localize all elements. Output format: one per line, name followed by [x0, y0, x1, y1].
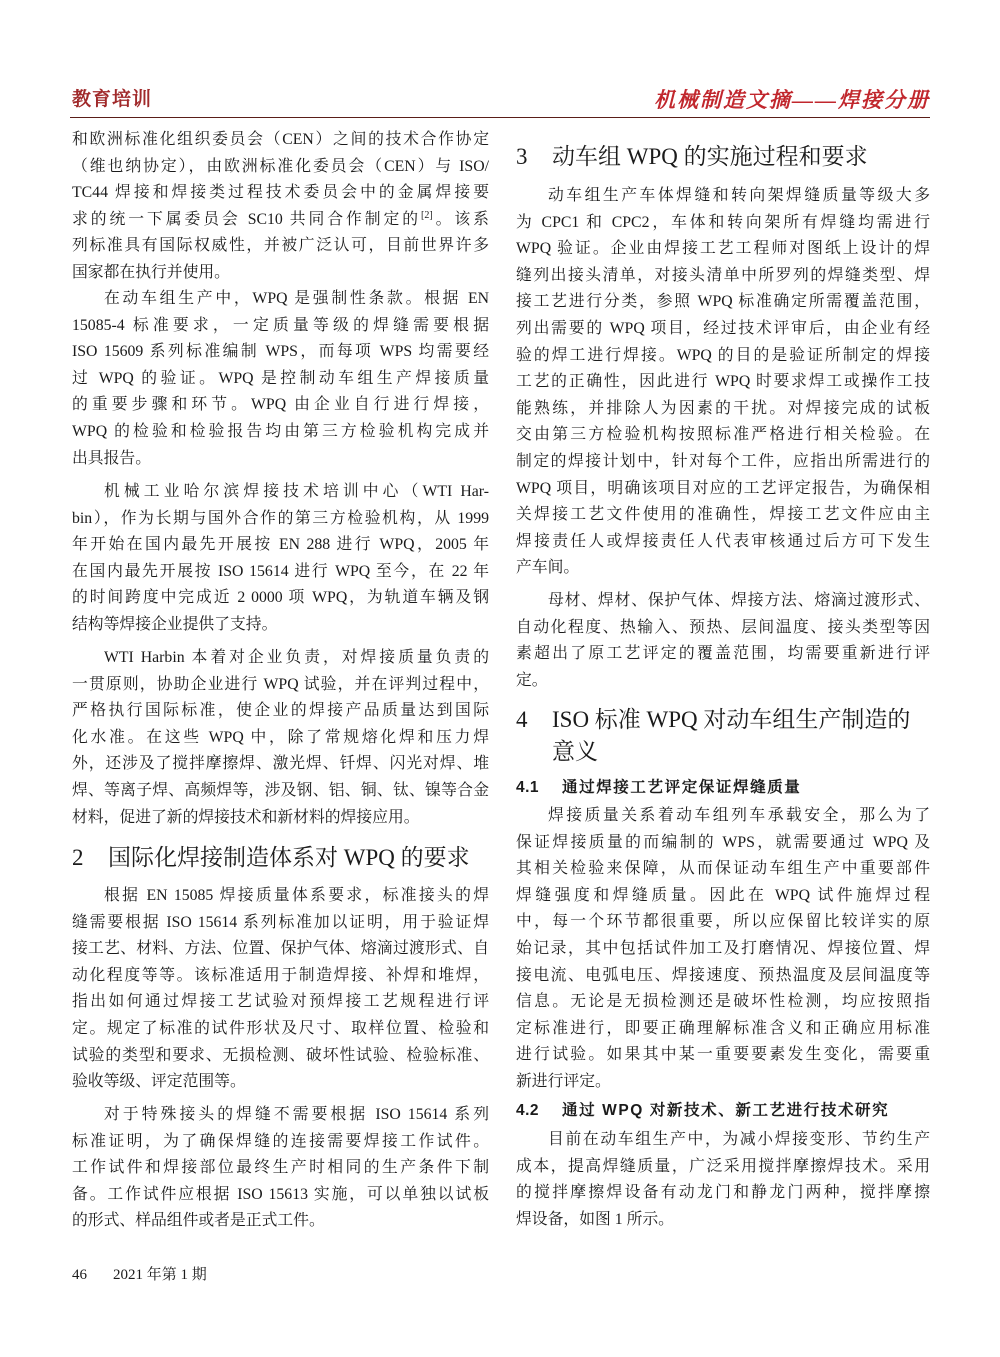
text-line: bin），作为长期与国外合作的第三方检验机构，从 1999: [72, 509, 489, 527]
text-line: TC44 焊接和焊接类过程技术委员会中的金属焊接要: [72, 184, 489, 202]
text-line: 列出需要的 WPQ 项目，经过技术评审后，由企业有经: [516, 319, 930, 337]
text-line: 试验的类型和要求、无损检测、破坏性试验、检验标准、: [72, 1046, 489, 1064]
text-line: 过 WPQ 的验证。WPQ 是控制动车组生产焊接质量: [72, 369, 489, 387]
paragraph: [72, 286, 489, 472]
text-line: 始记录，其中包括试件加工及打磨情况、焊接位置、焊: [516, 939, 930, 957]
text-segment: 求的统一下属委员会 SC10 共同合作制定的: [72, 210, 422, 228]
text-line: WPQ 的检验和检验报告均由第三方检验机构完成并: [72, 422, 489, 440]
paragraph: [72, 645, 489, 831]
text-line: 出具报告。: [72, 449, 151, 467]
text-line: 工作试件和焊接部位最终生产时相同的生产条件下制: [72, 1159, 489, 1177]
text-line: 焊设备，如图 1 所示。: [516, 1210, 674, 1228]
text-line: 备。工作试件应根据 ISO 15613 实施，可以单独以试板: [72, 1185, 489, 1203]
text-line: 的时间跨度中完成近 2 0000 项 WPQ，为轨道车辆及钢: [72, 589, 489, 607]
paragraph: [516, 588, 930, 694]
text-line: 其相关检验来保障，从而保证动车组生产中重要部件: [516, 860, 930, 878]
text-line: 外，还涉及了搅拌摩擦焊、激光焊、钎焊、闪光对焊、堆: [72, 755, 489, 773]
paragraph: [516, 1127, 930, 1233]
subsection-number: 4.1: [516, 779, 540, 796]
text-line: 交由第三方检验机构按照标准严格进行相关检验。在: [516, 426, 930, 444]
text-line: 关焊接工艺文件使用的准确性，焊接工艺文件应由主: [516, 506, 930, 524]
paragraph: [72, 127, 489, 287]
section-label: 教育培训: [72, 89, 153, 110]
text-segment: 。该系: [432, 210, 489, 228]
paragraph: [72, 479, 489, 639]
text-line: 结构等焊接企业提供了支持。: [72, 615, 278, 633]
subsection-heading: [516, 1099, 930, 1123]
section-heading: [516, 141, 930, 173]
text-line: 国家都在执行并使用。: [72, 263, 230, 281]
text-line: ISO 15609 系列标准编制 WPS，而每项 WPS 均需要经: [72, 343, 489, 361]
text-line: 素超出了原工艺评定的覆盖范围，均需要重新进行评: [516, 645, 930, 663]
section-number: 2: [72, 845, 84, 870]
subsection-heading: [516, 776, 930, 800]
text-line: 一贯原则，协助企业进行 WPQ 试验，并在评判过程中，: [72, 675, 489, 693]
text-line: 年开始在国内最先开展按 EN 288 进行 WPQ，2005 年: [72, 536, 489, 554]
text-line: （维也纳协定），由欧洲标准化委员会（CEN）与 ISO/: [72, 157, 489, 175]
text-line: 缝列出接头清单，对接头清单中所罗列的焊缝类型、焊: [516, 266, 930, 284]
text-line: 中，每一个环节都很重要，所以应保留比较详实的原: [516, 913, 930, 931]
section-number: 3: [516, 144, 528, 169]
text-line: 材料，促进了新的焊接技术和新材料的焊接应用。: [72, 808, 420, 826]
right-column: [516, 0, 930, 1357]
text-line: 根据 EN 15085 焊接质量体系要求，标准接头的焊: [104, 887, 489, 904]
text-line: WTI Harbin 本着对企业负责，对焊接质量负责的: [104, 649, 489, 666]
text-line: 成本，提高焊缝质量，广泛采用搅拌摩擦焊技术。采用: [516, 1157, 930, 1175]
text-line: 焊、等离子焊、高频焊等，涉及钢、铝、铜、钛、镍等合金: [72, 781, 489, 799]
text-line: 焊缝强度和焊缝质量。因此在 WPQ 试件施焊过程: [516, 886, 930, 904]
text-line: 机械工业哈尔滨焊接技术培训中心（WTI Har-: [104, 483, 489, 500]
text-line: 焊接责任人或焊接责任人代表审核通过后方可下发生: [516, 532, 930, 550]
text-line: 在动车组生产中，WPQ 是强制性条款。根据 EN: [104, 290, 489, 307]
issue-label: 2021 年第 1 期: [113, 1267, 207, 1283]
paragraph: [72, 1102, 489, 1235]
text-line: 定标准进行，即要正确理解标准含义和正确应用标准: [516, 1019, 930, 1037]
text-line: 信息。无论是无损检测还是破坏性检测，均应按照指: [516, 993, 930, 1011]
text-line: 动车组生产车体焊缝和转向架焊缝质量等级大多: [548, 187, 930, 204]
page-number: 46: [72, 1267, 87, 1283]
text-line: 接工艺、材料、方法、位置、保护气体、熔滴过渡形式、自: [72, 940, 489, 958]
text-line: 标准证明，为了确保焊缝的连接需要焊接工作试件。: [72, 1132, 489, 1150]
section-number: 4: [516, 707, 528, 732]
text-line: 验的焊工进行焊接。WPQ 的目的是验证所制定的焊接: [516, 346, 930, 364]
section-title: [552, 704, 910, 768]
text-line: 缝需要根据 ISO 15614 系列标准加以证明，用于验证焊: [72, 913, 489, 931]
section-heading: [72, 842, 489, 874]
text-line: 验收等级、评定范围等。: [72, 1073, 246, 1091]
text-line: 焊接质量关系着动车组列车承载安全，那么为了: [548, 807, 930, 824]
text-line: 15085-4 标准要求，一定质量等级的焊缝需要根据: [72, 316, 489, 334]
text-line: 目前在动车组生产中，为减小焊接变形、节约生产: [548, 1131, 930, 1148]
text-line: 严格执行国际标准，使企业的焊接产品质量达到国际: [72, 702, 489, 720]
text-line: 的搅拌摩擦焊设备有动龙门和静龙门两种，搅拌摩擦: [516, 1184, 930, 1202]
section-title-line: ISO 标准 WPQ 对动车组生产制造的: [552, 707, 911, 732]
paragraph: [516, 803, 930, 1096]
text-line: WPQ 验证。企业由焊接工艺工程师对图纸上设计的焊: [516, 240, 930, 258]
citation-marker: [2]: [421, 209, 433, 221]
subsection-number: 4.2: [516, 1102, 540, 1119]
text-line: 母材、焊材、保护气体、焊接方法、熔滴过渡形式、: [548, 592, 930, 609]
paragraph: [72, 883, 489, 1096]
left-column: [72, 0, 489, 1357]
text-line: WPQ 项目，明确该项目对应的工艺评定报告，为确保相: [516, 479, 930, 497]
page-footer: [72, 1264, 207, 1286]
text-line: 能熟练，并排除人为因素的干扰。对焊接完成的试板: [516, 399, 930, 417]
text-line: 的形式、样品组件或者是正式工件。: [72, 1212, 325, 1230]
section-title: 国际化焊接制造体系对 WPQ 的要求: [108, 845, 470, 870]
text-line: 列标准具有国际权威性，并被广泛认可，目前世界许多: [72, 237, 489, 255]
section-title-line: 意义: [552, 739, 598, 764]
text-line: 进行试验。如果其中某一重要要素发生变化，需要重: [516, 1046, 930, 1064]
text-line: 对于特殊接头的焊缝不需要根据 ISO 15614 系列: [104, 1106, 489, 1123]
text-line: 接工艺进行分类，参照 WPQ 标准确定所需覆盖范围，: [516, 293, 930, 311]
text-line: 为 CPC1 和 CPC2，车体和转向架所有焊缝均需进行: [516, 213, 930, 231]
section-title: 动车组 WPQ 的实施过程和要求: [552, 144, 868, 169]
text-line: 定。规定了标准的试件形状及尺寸、取样位置、检验和: [72, 1019, 489, 1037]
text-line: 新进行评定。: [516, 1072, 611, 1090]
journal-title: 机械制造文摘——焊接分册: [654, 88, 930, 112]
text-line: 定。: [516, 671, 548, 689]
section-heading: [516, 704, 930, 768]
paragraph: [516, 183, 930, 582]
text-line: 产车间。: [516, 559, 580, 577]
text-line: 保证焊接质量的而编制的 WPS，就需要通过 WPQ 及: [516, 833, 930, 851]
text-line: 制定的焊接计划中，针对每个工件，应指出所需进行的: [516, 452, 930, 470]
text-line: 的重要步骤和环节。WPQ 由企业自行进行焊接，: [72, 396, 489, 414]
text-line: 化水准。在这些 WPQ 中，除了常规熔化焊和压力焊: [72, 728, 489, 746]
text-line: 自动化程度、热输入、预热、层间温度、接头类型等因: [516, 618, 930, 636]
subsection-title: 通过焊接工艺评定保证焊缝质量: [562, 779, 802, 796]
text-line: 指出如何通过焊接工艺试验对预焊接工艺规程进行评: [72, 993, 489, 1011]
text-line: 接电流、电弧电压、焊接速度、预热温度及层间温度等: [516, 966, 930, 984]
subsection-title: 通过 WPQ 对新技术、新工艺进行技术研究: [562, 1102, 890, 1119]
text-line: 动化程度等等。该标准适用于制造焊接、补焊和堆焊，: [72, 966, 489, 984]
text-line: 和欧洲标准化组织委员会（CEN）之间的技术合作协定: [72, 131, 489, 148]
text-line: [72, 207, 489, 234]
text-line: 在国内最先开展按 ISO 15614 进行 WPQ 至今，在 22 年: [72, 562, 489, 580]
text-line: 工艺的正确性，因此进行 WPQ 时要求焊工或操作工技: [516, 373, 930, 391]
